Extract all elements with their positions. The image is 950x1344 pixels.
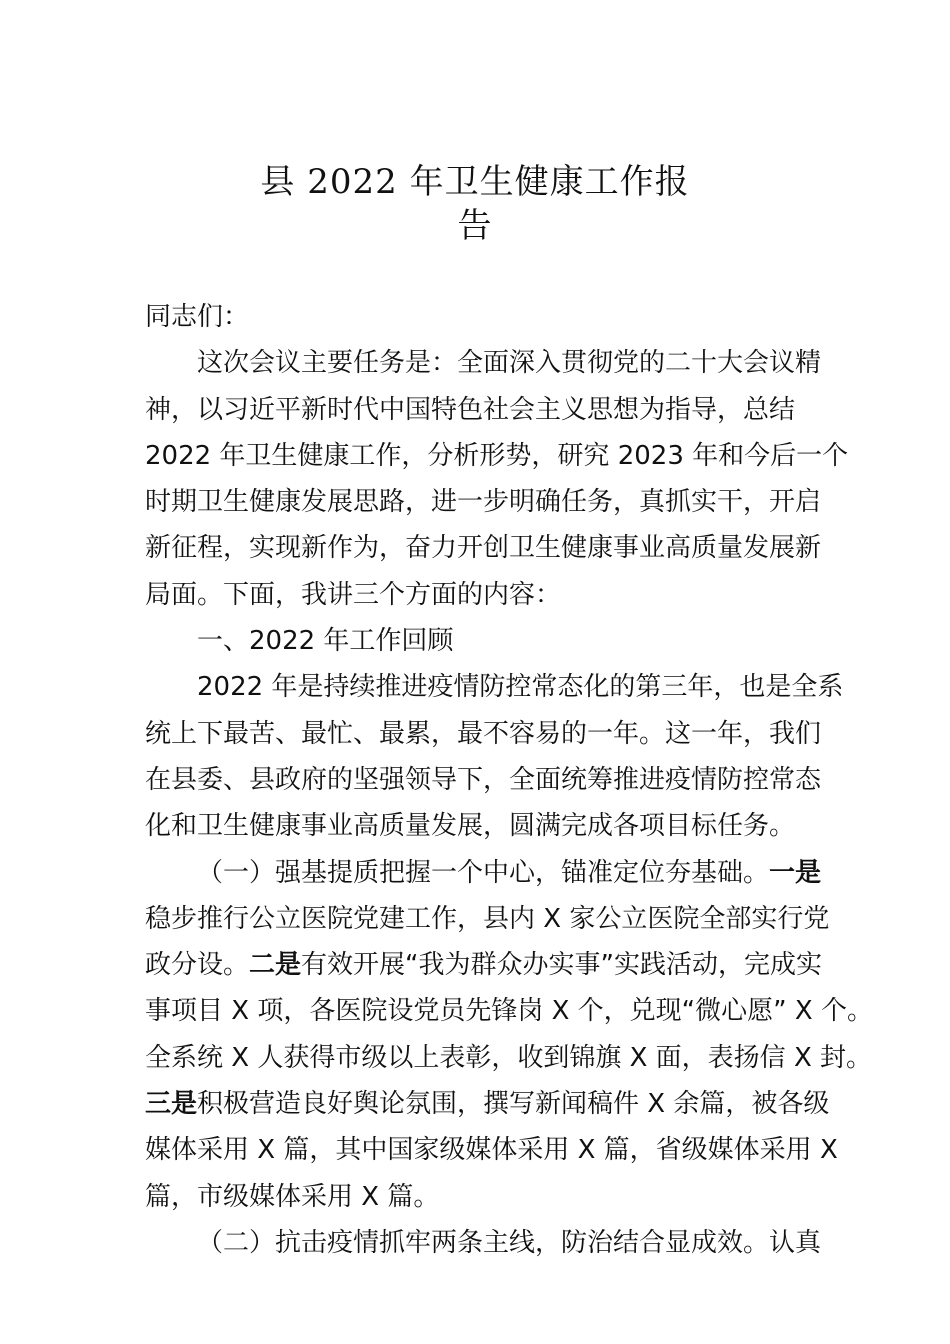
text-run: 这次会议主要任务是：全面深入贯彻党的二十大会议精 (197, 348, 822, 379)
text-run: 统上下最苦、最忙、最累，最不容易的一年。这一年，我们 (145, 718, 822, 749)
body-line (145, 387, 815, 433)
text-run: 2022 年卫生健康工作，分析形势，研究 2023 年和今后一个 (145, 440, 849, 471)
body-line (145, 1035, 873, 1081)
body-line (145, 850, 822, 896)
text-run: 政分设。 (145, 950, 250, 981)
body-line (145, 803, 815, 849)
text-run: 同志们： (145, 302, 250, 332)
body-line (145, 988, 873, 1034)
text-run: 在县委、县政府的坚强领导下，全面统筹推进疫情防控常态 (145, 764, 822, 795)
body-line (145, 525, 822, 571)
body-line (145, 1127, 838, 1173)
body-line (145, 664, 844, 710)
text-run: 局面。下面，我讲三个方面的内容： (145, 579, 562, 610)
bold-run: 二是 (249, 950, 302, 981)
text-run: 一、2022 年工作回顾 (197, 626, 454, 657)
body-line (145, 896, 830, 942)
text-run: 神，以习近平新时代中国特色社会主义思想为指导，总结 (145, 394, 796, 425)
text-run: （二）抗击疫情抓牢两条主线，防治结合显成效。认真 (197, 1227, 822, 1258)
text-run: 媒体采用 X 篇，其中国家级媒体采用 X 篇，省级媒体采用 X (145, 1135, 838, 1166)
text-run: 事项目 X 项，各医院设党员先锋岗 X 个，兑现“微心愿” X 个。 (145, 996, 873, 1027)
body-line (145, 479, 822, 525)
body-line (145, 757, 822, 803)
body-line (145, 1220, 822, 1266)
text-run: 2022 年是持续推进疫情防控常态化的第三年，也是全系 (197, 672, 844, 703)
bold-run: 一是 (769, 857, 822, 888)
text-run: 积极营造良好舆论氛围，撰写新闻稿件 X 余篇，被各级 (197, 1089, 830, 1120)
text-run: 时期卫生健康发展思路，进一步明确任务，真抓实干，开启 (145, 487, 822, 518)
document-title-continued: 告 (457, 206, 493, 246)
body-line (145, 340, 822, 386)
bold-run: 三是 (145, 1089, 198, 1120)
text-run: 新征程，实现新作为，奋力开创卫生健康事业高质量发展新 (145, 533, 822, 564)
body-line (145, 433, 849, 479)
text-run: 篇，市级媒体采用 X 篇。 (145, 1181, 440, 1212)
body-line (145, 711, 822, 757)
body-line (145, 1081, 830, 1127)
text-run: 全系统 X 人获得市级以上表彰，收到锦旗 X 面，表扬信 X 封。 (145, 1042, 873, 1073)
text-run: 稳步推行公立医院党建工作，县内 X 家公立医院全部实行党 (145, 903, 830, 934)
text-run: 化和卫生健康事业高质量发展，圆满完成各项目标任务。 (145, 811, 796, 842)
text-run: （一）强基提质把握一个中心，锚准定位夯基础。 (197, 857, 770, 888)
body-line (145, 618, 815, 664)
text-run: 有效开展“我为群众办实事”实践活动，完成实 (301, 950, 822, 981)
body-line (145, 572, 815, 618)
document-body (145, 294, 873, 1266)
body-line (145, 942, 822, 988)
body-line (145, 1174, 815, 1220)
document-title: 县 2022 年卫生健康工作报 (260, 162, 690, 202)
body-line (145, 294, 815, 340)
